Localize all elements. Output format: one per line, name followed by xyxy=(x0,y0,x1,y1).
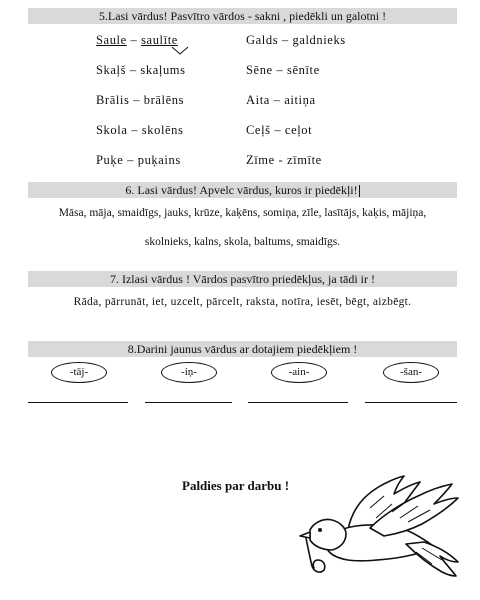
word-separator: – xyxy=(126,33,142,47)
word-derived: skolēns xyxy=(141,123,184,137)
answer-line-1[interactable] xyxy=(28,402,128,403)
word-pair-right-5: Zīme - zīmīte xyxy=(246,153,322,167)
suffix-oval-san: -šan- xyxy=(383,362,439,383)
word-base: Saule xyxy=(96,33,127,47)
section-8-title: 8.Darini jaunus vārdus ar dotajiem piedēkļiem ! xyxy=(127,342,358,356)
word-derived: brālēns xyxy=(143,93,185,107)
exercise-6-line-2: skolnieks, kalns, skola, baltums, smaidīgs. xyxy=(144,236,341,248)
word-base: Puķe xyxy=(96,153,124,167)
closing-text: Paldies par darbu ! xyxy=(182,478,290,493)
word-derived: puķains xyxy=(137,153,181,167)
exercise-6-line-1: Māsa, māja, smaidīgs, jauks, krūze, kaķēns, somiņa, zīle, lasītājs, kaķis, mājiņa, xyxy=(58,207,427,219)
word-base: Brālis xyxy=(96,93,130,107)
answer-line-4[interactable] xyxy=(365,402,457,403)
exercise-7-line-1: Rāda, pārrunāt, iet, uzcelt, pārcelt, raksta, notīra, iesēt, bēgt, aizbēgt. xyxy=(73,296,412,308)
suffix-oval-in: -iņ- xyxy=(161,362,217,383)
word-pair-right-3: Aita – aitiņa xyxy=(246,93,316,107)
bird-icon xyxy=(296,468,464,588)
word-pair-5 xyxy=(96,153,181,168)
word-separator: – xyxy=(123,153,138,167)
section-7-title: 7. Izlasi vārdus ! Vārdos pasvītro priedēkļus, ja tādi ir ! xyxy=(109,272,376,286)
word-separator: – xyxy=(129,93,144,107)
section-5-header xyxy=(28,8,457,24)
word-separator: – xyxy=(127,123,142,137)
word-pair-2 xyxy=(96,63,186,78)
word-pair-right-4: Ceļš – ceļot xyxy=(246,123,313,137)
word-pair-right-1: Galds – galdnieks xyxy=(246,33,346,47)
section-6-title: 6. Lasi vārdus! Apvelc vārdus, kuros ir piedēkļi! xyxy=(125,183,358,197)
word-pair-1 xyxy=(96,33,178,48)
text-cursor xyxy=(359,185,360,197)
word-derived: skaļums xyxy=(140,63,186,77)
word-pair-right-2: Sēne – sēnīte xyxy=(246,63,320,77)
section-6-header xyxy=(28,182,457,198)
suffix-oval-taj: -tāj- xyxy=(51,362,107,383)
answer-line-2[interactable] xyxy=(145,402,232,403)
word-separator: – xyxy=(126,63,141,77)
section-5-title: 5.Lasi vārdus! Pasvītro vārdos - sakni , piedēkli un galotni ! xyxy=(98,9,387,23)
section-7-header xyxy=(28,271,457,287)
word-base: Skola xyxy=(96,123,128,137)
word-pair-3 xyxy=(96,93,184,108)
suffix-oval-ain: -ain- xyxy=(271,362,327,383)
suffix-mark-icon xyxy=(170,46,190,56)
word-base: Skaļš xyxy=(96,63,127,77)
word-derived: saulīte xyxy=(141,33,178,47)
section-8-header xyxy=(28,341,457,357)
answer-line-3[interactable] xyxy=(248,402,348,403)
word-pair-4 xyxy=(96,123,184,138)
